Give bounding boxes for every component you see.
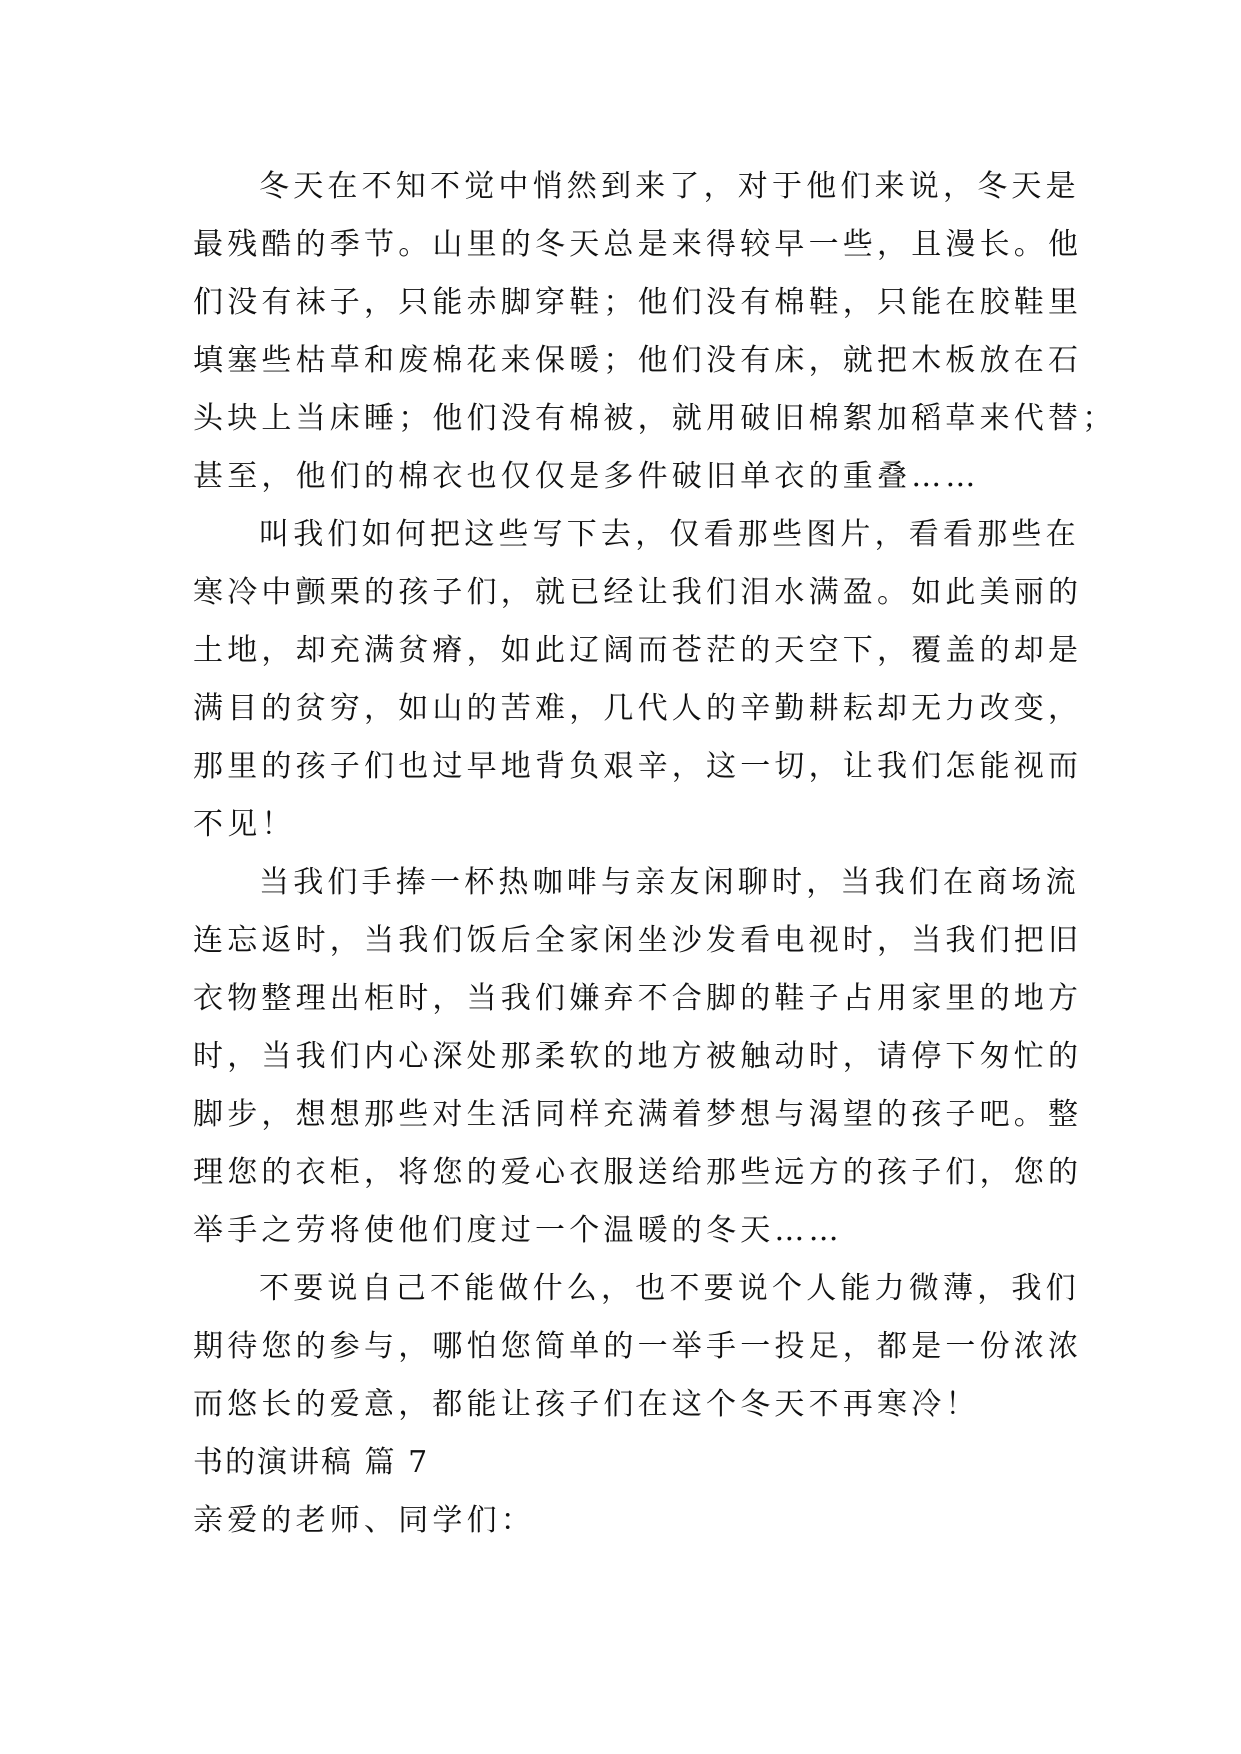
greeting: 亲爱的老师、同学们： xyxy=(193,1503,535,1538)
paragraph-line: 们没有袜子，只能赤脚穿鞋；他们没有棉鞋，只能在胶鞋里 xyxy=(193,285,1083,320)
section-title: 书的演讲稿 篇 7 xyxy=(193,1445,430,1480)
paragraph-line: 不见！ xyxy=(193,807,296,842)
paragraph-line: 而悠长的爱意，都能让孩子们在这个冬天不再寒冷！ xyxy=(193,1387,980,1422)
paragraph-line: 连忘返时，当我们饭后全家闲坐沙发看电视时，当我们把旧 xyxy=(193,923,1083,958)
paragraph-2 xyxy=(193,506,1083,854)
paragraph-1 xyxy=(193,158,1117,506)
paragraph-line: 填塞些枯草和废棉花来保暖；他们没有床，就把木板放在石 xyxy=(193,343,1083,378)
paragraph-line: 土地，却充满贫瘠，如此辽阔而苍茫的天空下，覆盖的却是 xyxy=(193,633,1083,668)
paragraph-line: 举手之劳将使他们度过一个温暖的冬天…… xyxy=(193,1213,843,1248)
paragraph-line: 叫我们如何把这些写下去，仅看那些图片，看看那些在 xyxy=(259,517,1080,552)
paragraph-3 xyxy=(193,854,1083,1260)
paragraph-line: 冬天在不知不觉中悄然到来了，对于他们来说，冬天是 xyxy=(259,169,1080,204)
paragraph-line: 时，当我们内心深处那柔软的地方被触动时，请停下匆忙的 xyxy=(193,1039,1083,1074)
paragraph-line: 理您的衣柜，将您的爱心衣服送给那些远方的孩子们，您的 xyxy=(193,1155,1083,1190)
paragraph-line: 当我们手捧一杯热咖啡与亲友闲聊时，当我们在商场流 xyxy=(259,865,1080,900)
paragraph-line: 甚至，他们的棉衣也仅仅是多件破旧单衣的重叠…… xyxy=(193,459,980,494)
paragraph-line: 期待您的参与，哪怕您简单的一举手一投足，都是一份浓浓 xyxy=(193,1329,1083,1364)
paragraph-4 xyxy=(193,1260,1083,1434)
paragraph-line: 最残酷的季节。山里的冬天总是来得较早一些，且漫长。他 xyxy=(193,227,1083,262)
paragraph-line: 不要说自己不能做什么，也不要说个人能力微薄，我们 xyxy=(259,1271,1080,1306)
document-body xyxy=(193,158,1117,1550)
paragraph-line: 那里的孩子们也过早地背负艰辛，这一切，让我们怎能视而 xyxy=(193,749,1083,784)
paragraph-line: 衣物整理出柜时，当我们嫌弃不合脚的鞋子占用家里的地方 xyxy=(193,981,1083,1016)
paragraph-line: 寒冷中颤栗的孩子们，就已经让我们泪水满盈。如此美丽的 xyxy=(193,575,1083,610)
paragraph-line: 脚步，想想那些对生活同样充满着梦想与渴望的孩子吧。整 xyxy=(193,1097,1083,1132)
paragraph-line: 满目的贫穷，如山的苦难，几代人的辛勤耕耘却无力改变， xyxy=(193,691,1083,726)
paragraph-line: 头块上当床睡；他们没有棉被，就用破旧棉絮加稻草来代替； xyxy=(193,401,1117,436)
